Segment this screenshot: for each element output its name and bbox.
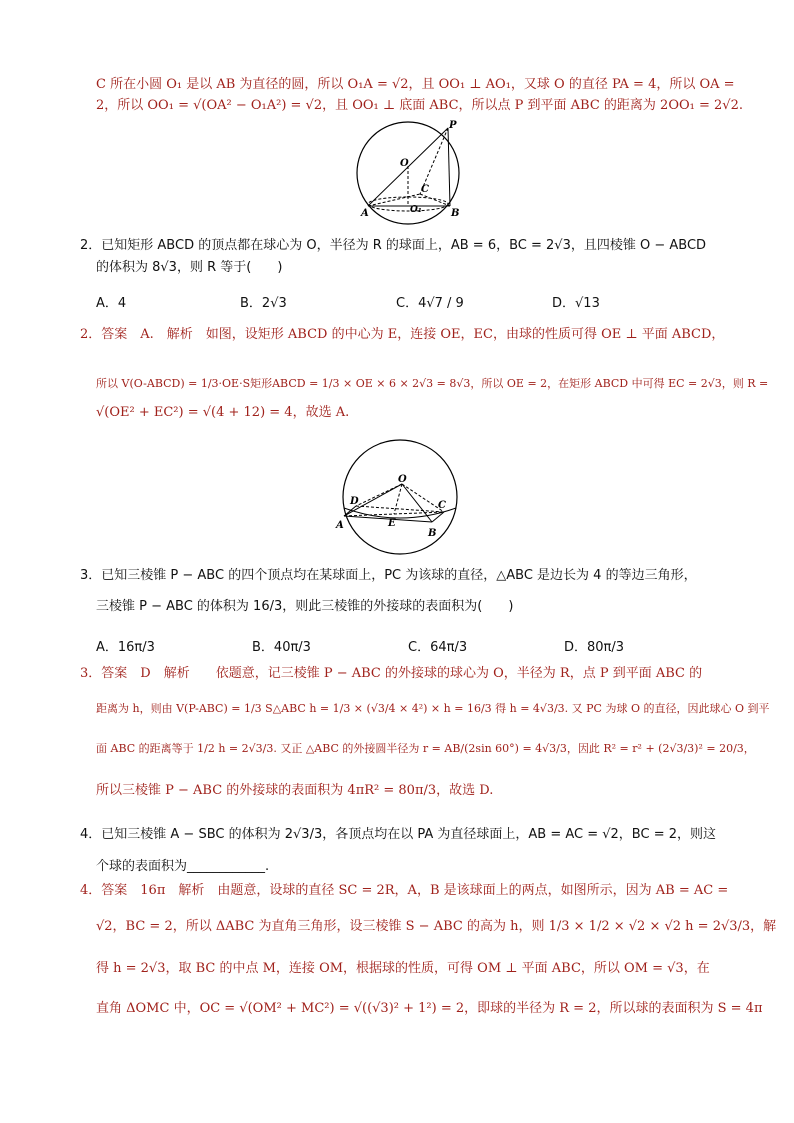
solution-3-line-2: 距离为 h，则由 V(P-ABC) = 1/3 S△ABC h = 1/3 × (√3/4 × 4²) × h = 16/3 得 h = 4√3/3. 又 PC 为球 O 的直径，因此球心 O 到平 <box>96 702 770 715</box>
label-a: A <box>336 520 344 531</box>
label-a: A <box>361 208 369 219</box>
sphere-figure-2 <box>328 438 472 556</box>
question-3-line-1: 3．已知三棱锥 P − ABC 的四个顶点均在某球面上，PC 为该球的直径，△ABC 是边长为 4 的等边三角形， <box>80 568 697 583</box>
label-d: D <box>350 496 359 507</box>
question-3-option-d: D．80π/3 <box>564 640 625 655</box>
question-2-option-d: D．√13 <box>552 296 600 311</box>
solution-4-line-4: 直角 ΔOMC 中，OC = √(OM² + MC²) = √((√3)² + 1²) = 2，即球的半径为 R = 2，所以球的表面积为 S = 4π <box>96 1001 763 1016</box>
solution-4-line-1: 4．答案 16π 解析 由题意，设球的直径 SC = 2R，A，B 是该球面上的两点，如图所示，因为 AB = AC = <box>80 883 729 898</box>
solution-3-line-3: 面 ABC 的距离等于 1/2 h = 2√3/3. 又正 △ABC 的外接圆半径为 r = AB/(2sin 60°) = 4√3/3，因此 R² = r² + (2√3/3)² = 20/3， <box>96 742 755 755</box>
question-2-line-2: 的体积为 8√3，则 R 等于( ) <box>96 260 283 275</box>
solution-2-line-2: 所以 V(O-ABCD) = 1/3·OE·S矩形ABCD = 1/3 × OE × 6 × 2√3 = 8√3，所以 OE = 2，在矩形 ABCD 中可得 EC = 2√3，则 R = <box>96 377 769 390</box>
sphere-figure-1 <box>350 118 470 228</box>
question-2-line-1: 2．已知矩形 ABCD 的顶点都在球心为 O，半径为 R 的球面上，AB = 6，BC = 2√3，且四棱锥 O − ABCD <box>80 238 707 253</box>
question-2-option-b: B．2√3 <box>240 296 287 311</box>
label-o: O <box>400 158 409 169</box>
solution-2-line-1: 2．答案 A. 解析 如图，设矩形 ABCD 的中心为 E，连接 OE，EC，由球的性质可得 OE ⊥ 平面 ABCD， <box>80 327 725 342</box>
segment-cb <box>420 194 450 206</box>
label-b: B <box>451 208 460 219</box>
label-c: C <box>421 184 429 195</box>
question-4-line-2: 个球的表面积为____________. <box>96 859 270 874</box>
question-3-line-2: 三棱锥 P − ABC 的体积为 16/3，则此三棱锥的外接球的表面积为( ) <box>96 599 514 614</box>
label-b: B <box>428 528 437 539</box>
sphere-outline <box>343 440 457 554</box>
question-3-option-a: A．16π/3 <box>96 640 155 655</box>
label-o1: O₁ <box>410 205 422 215</box>
question-4-line-1: 4．已知三棱锥 A − SBC 的体积为 2√3/3，各顶点均在以 PA 为直径球面上，AB = AC = √2，BC = 2，则这 <box>80 827 716 842</box>
label-o: O <box>398 474 407 485</box>
question-2-option-a: A．4 <box>96 296 127 311</box>
question-3-option-b: B．40π/3 <box>252 640 311 655</box>
solution-3-line-4: 所以三棱锥 P − ABC 的外接球的表面积为 4πR² = 80π/3，故选 D. <box>96 783 494 798</box>
solution-4-line-3: 得 h = 2√3，取 BC 的中点 M，连接 OM，根据球的性质，可得 OM ⊥ 平面 ABC，所以 OM = √3，在 <box>96 961 710 976</box>
question-3-option-c: C．64π/3 <box>408 640 468 655</box>
solution-3-line-1: 3．答案 D 解析 依题意，记三棱锥 P − ABC 的外接球的球心为 O，半径为 R，点 P 到平面 ABC 的 <box>80 666 703 681</box>
segment-dc <box>356 506 444 512</box>
solution-2-line-3: √(OE² + EC²) = √(4 + 12) = 4，故选 A. <box>96 405 350 420</box>
solution-4-line-2: √2，BC = 2，所以 ΔABC 为直角三角形，设三棱锥 S − ABC 的高为 h，则 1/3 × 1/2 × √2 × √2 h = 2√3/3，解 <box>96 919 777 934</box>
segment-pb <box>448 128 450 206</box>
segment-od <box>356 484 402 506</box>
label-p: P <box>449 120 457 131</box>
solution-1-line-2: 2，所以 OO₁ = √(OA² − O₁A²) = √2，且 OO₁ ⊥ 底面 ABC，所以点 P 到平面 ABC 的距离为 2OO₁ = 2√2. <box>96 98 743 113</box>
label-c: C <box>438 500 446 511</box>
segment-oe <box>394 484 402 514</box>
segment-ob <box>402 484 432 522</box>
question-2-option-c: C．4√7 / 9 <box>396 296 464 311</box>
solution-1-line-1: C 所在小圆 O₁ 是以 AB 为直径的圆，所以 O₁A = √2，且 OO₁ ⊥ AO₁，又球 O 的直径 PA = 4，所以 OA = <box>96 77 735 92</box>
label-e: E <box>388 518 396 529</box>
